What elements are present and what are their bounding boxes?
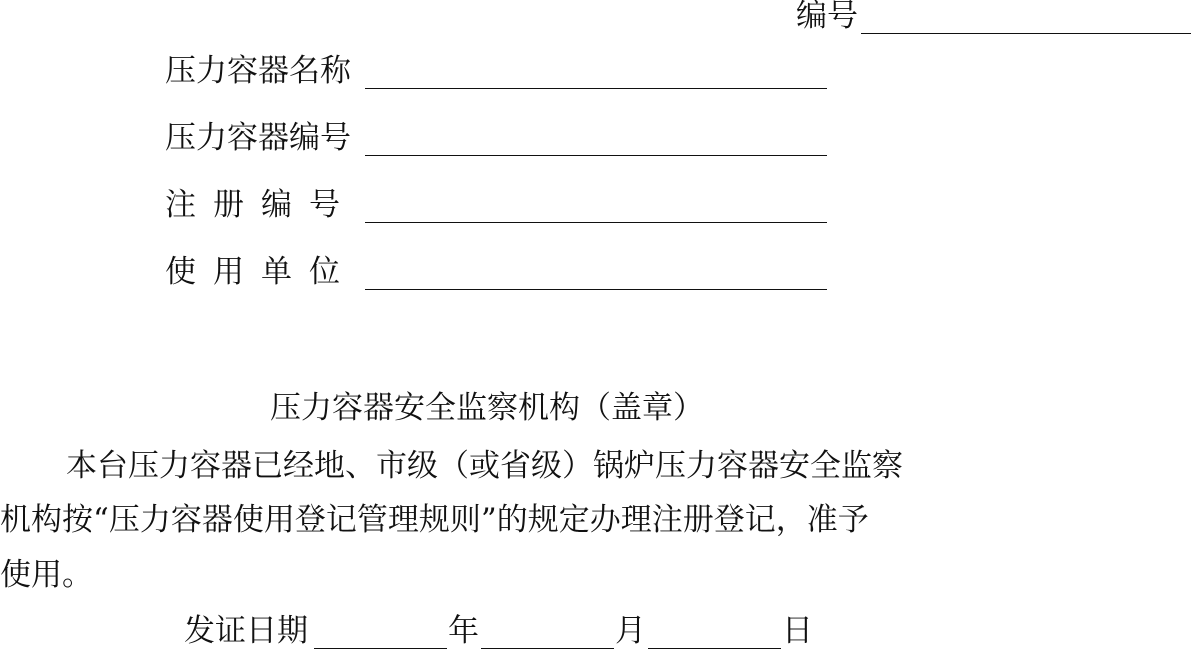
registration-number-label: 注册编号 (165, 187, 357, 223)
issuer-seal-line: 压力容器安全监察机构（盖章） (270, 390, 704, 426)
user-unit-field[interactable] (365, 289, 827, 290)
user-unit-label: 使用单位 (165, 254, 357, 290)
body-line-2: 机构按“压力容器使用登记管理规则”的规定办理注册登记，准予 (0, 502, 869, 538)
body-line-1: 本台压力容器已经地、市级（或省级）锅炉压力容器安全监察 (66, 448, 903, 484)
certificate-number-field[interactable] (861, 33, 1191, 34)
vessel-name-label: 压力容器名称 (165, 53, 351, 89)
body-line-3: 使用。 (0, 557, 93, 593)
month-label: 月 (615, 613, 646, 649)
certificate-number-label: 编号 (796, 0, 858, 34)
year-label: 年 (448, 613, 479, 649)
registration-number-field[interactable] (365, 222, 827, 223)
vessel-number-field[interactable] (365, 155, 827, 156)
vessel-name-field[interactable] (365, 88, 827, 89)
vessel-number-label: 压力容器编号 (165, 120, 351, 156)
day-label: 日 (782, 613, 813, 649)
issue-date-label: 发证日期 (184, 613, 308, 649)
